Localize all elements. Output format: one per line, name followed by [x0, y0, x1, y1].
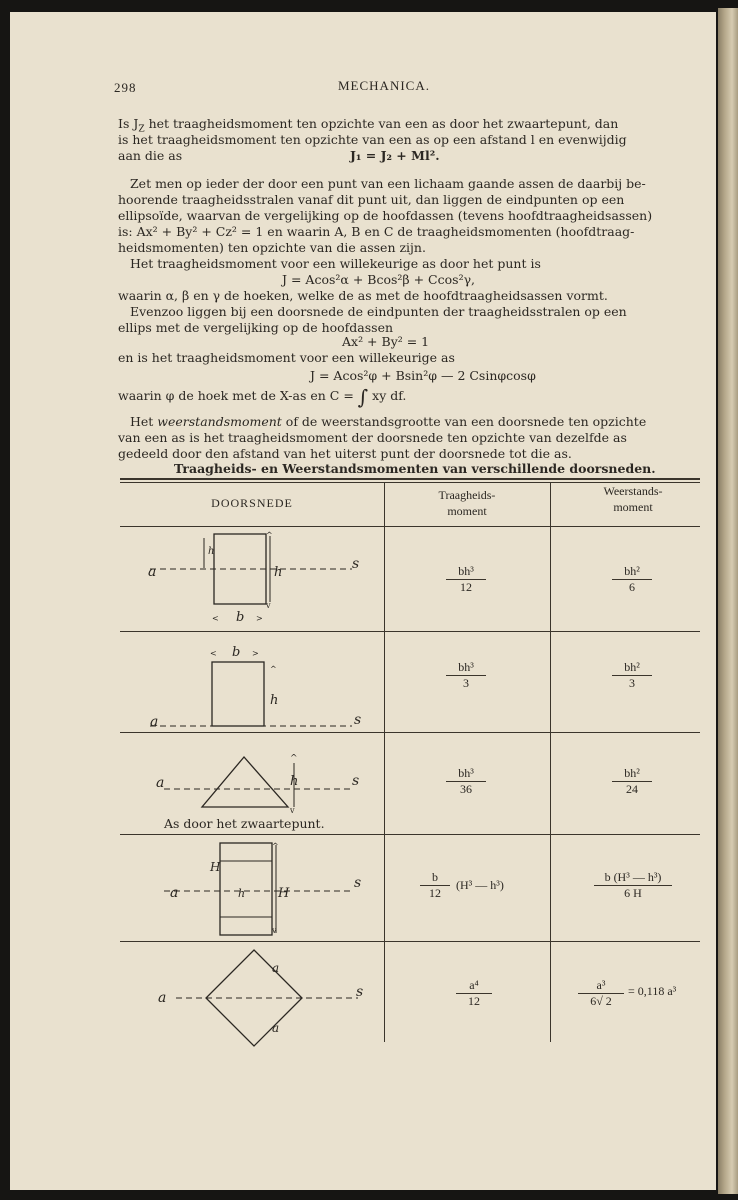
- column-divider-1: [384, 482, 385, 1042]
- paragraph-3-line-2: waarin α, β en γ de hoeken, welke de as met de hoofdtraagheidsassen vormt.: [118, 288, 608, 303]
- paragraph-6-line-2: van een as is het traagheidsmoment der doorsnede ten opzichte van dezelfde as: [118, 430, 627, 445]
- paragraph-4-line-3: en is het traagheidsmoment voor een willekeurige as: [118, 350, 455, 365]
- label-b: b: [236, 610, 245, 625]
- label-H-half: H: [210, 860, 221, 874]
- paragraph-2-line-1: Zet men op ieder der door een punt van een lichaam gaande assen de daarbij be-: [130, 176, 646, 191]
- rectangle-shape: [212, 662, 264, 726]
- label-h: h: [270, 693, 279, 708]
- paragraph-6-line-3: gedeeld door den afstand van het uiterst punt der doorsnede tot die as.: [118, 446, 572, 461]
- row-4-inertia: $\frac{b}{12}$: [420, 870, 450, 901]
- paragraph-5-line-1: waarin φ de hoek met de X-as en C = ∫ xy df.: [118, 385, 407, 409]
- arrow-down-mark: v: [272, 926, 277, 935]
- side-label-bottom: a: [272, 1021, 280, 1035]
- label-a: a: [148, 564, 157, 580]
- label-h: h: [290, 774, 299, 789]
- book-page: [10, 12, 716, 1190]
- arrow-down-mark: v: [290, 806, 295, 815]
- arrow-up-mark: ^: [266, 531, 273, 540]
- side-label-top: a: [272, 961, 280, 975]
- header-traagheids: Traagheids-: [438, 488, 496, 502]
- label-h-half: h: [208, 546, 215, 557]
- page-number: 298: [114, 80, 137, 95]
- label-a: a: [158, 990, 167, 1006]
- arrow-right-mark: >: [252, 649, 259, 658]
- paragraph-2-line-4: is: Ax² + By² + Cz² = 1 en waarin A, B en C de traagheidsmomenten (hoofdtraag-: [118, 224, 635, 239]
- label-s: s: [352, 556, 360, 572]
- running-title: MECHANICA.: [338, 78, 430, 93]
- label-s: s: [356, 984, 364, 1000]
- row-2-section-modulus: $\frac{\text{bh²}}{3}$: [612, 660, 652, 691]
- row-4-inertia-tail: (H³ — h³): [456, 878, 504, 892]
- formula-inertia-axis: J = Acos²φ + Bsin²φ — 2 Csinφcosφ: [310, 368, 536, 383]
- arrow-left-mark: <: [212, 614, 219, 623]
- label-b: b: [232, 645, 241, 660]
- paragraph-2-line-3: ellipsoïde, waarvan de vergelijking op de hoofdassen (tevens hoofdtraagheidsassen): [118, 208, 653, 223]
- paragraph-1-line-3: aan die as: [118, 148, 183, 163]
- arrow-up-mark: ^: [272, 842, 279, 851]
- outer-rectangle: [220, 843, 272, 935]
- header-weerstands: Weerstands-: [603, 484, 663, 498]
- diagram-rectangle-base: [120, 632, 384, 732]
- label-H: H: [278, 886, 290, 901]
- label-s: s: [354, 875, 362, 891]
- paragraph-3-line-1: Het traagheidsmoment voor een willekeurige as door het punt is: [130, 256, 541, 271]
- arrow-up-mark: ^: [290, 754, 298, 764]
- paragraph-4-line-2: ellips met de vergelijking op de hoofdassen: [118, 320, 394, 335]
- table-top-rule: [120, 478, 700, 480]
- arrow-down-mark: v: [266, 601, 271, 610]
- row-1-inertia: $\frac{\text{bh³}}{12}$: [446, 564, 486, 595]
- triangle-caption: As door het zwaartepunt.: [164, 816, 325, 831]
- row-5-inertia: $\frac{\text{a⁴}}{12}$: [456, 978, 492, 1009]
- page-edge: [718, 8, 738, 1194]
- row-3-inertia: $\frac{\text{bh³}}{36}$: [446, 766, 486, 797]
- triangle-shape: [202, 757, 288, 807]
- table-top-rule-thin: [120, 482, 700, 483]
- paragraph-2-line-2: hoorende traagheidsstralen vanaf dit punt uit, dan liggen de eindpunten op een: [118, 192, 625, 207]
- row-5-section-modulus: $\frac{\text{a³}}{6√ 2}$: [578, 978, 624, 1009]
- diagram-diamond: [120, 942, 384, 1052]
- label-s: s: [354, 712, 362, 728]
- row-1-section-modulus: $\frac{\text{bh²}}{6}$: [612, 564, 652, 595]
- paragraph-1-line-2: is het traagheidsmoment ten opzichte van een as op een afstand l en evenwijdig: [118, 132, 627, 147]
- arrow-right-mark: >: [256, 614, 263, 623]
- arrow-left-mark: <: [210, 649, 217, 658]
- header-traagheids-moment: moment: [447, 504, 487, 518]
- label-a: a: [150, 714, 159, 730]
- header-doorsnede: DOORSNEDE: [211, 496, 293, 510]
- table-caption: Traagheids- en Weerstandsmomenten van verschillende doorsneden.: [174, 461, 656, 476]
- label-h: h: [274, 565, 283, 580]
- label-s: s: [352, 773, 360, 789]
- formula-inertia-ellipsoid: J = Acos²α + Bcos²β + Ccos²γ,: [282, 272, 476, 287]
- paragraph-6-line-1: Het weerstandsmoment of de weerstandsgrootte van een doorsnede ten opzichte: [130, 414, 647, 429]
- row-4-section-modulus: $\frac{\text{b (H³ — h³)}}{6 H}$: [594, 870, 672, 901]
- diagram-rectangle-centroid: [120, 526, 384, 631]
- row-2-inertia: $\frac{\text{bh³}}{3}$: [446, 660, 486, 691]
- column-divider-2: [550, 482, 551, 1042]
- row-5-section-tail: = 0,118 a³: [628, 984, 677, 998]
- label-a: a: [170, 885, 179, 901]
- label-h: h: [238, 887, 246, 900]
- paragraph-2-line-5: heidsmomenten) ten opzichte van die assen zijn.: [118, 240, 426, 255]
- label-a: a: [156, 775, 165, 791]
- row-3-section-modulus: $\frac{\text{bh²}}{24}$: [612, 766, 652, 797]
- paragraph-4-line-1: Evenzoo liggen bij een doorsnede de eindpunten der traagheidsstralen op een: [130, 304, 627, 319]
- diagram-hollow-rectangle: [120, 835, 384, 941]
- formula-steiner: J₁ = J₂ + Ml².: [350, 148, 440, 163]
- formula-ellipse: Ax² + By² = 1: [342, 334, 430, 349]
- arrow-up-mark: ^: [270, 665, 277, 674]
- header-weerstands-moment: moment: [613, 500, 653, 514]
- paragraph-1-line-1: Is $J_Z$ het traagheidsmoment ten opzichte van een as door het zwaartepunt, dan: [118, 116, 619, 135]
